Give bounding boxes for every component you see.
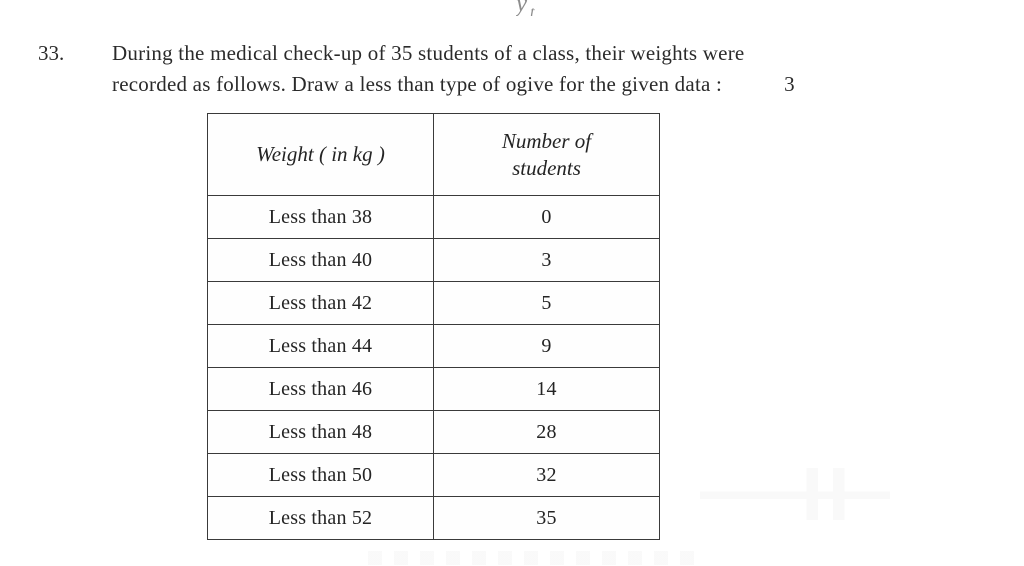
table-row [208, 454, 660, 497]
frequency-table-container [207, 113, 660, 540]
cell-students: 0 [434, 196, 660, 239]
column-header-students-line-1: Number of [501, 128, 592, 153]
table-header-row [208, 114, 660, 196]
cell-weight: Less than 44 [208, 325, 434, 368]
cell-weight: Less than 38 [208, 196, 434, 239]
cell-students: 3 [434, 239, 660, 282]
frequency-table [207, 113, 660, 540]
column-header-students [434, 114, 660, 196]
question-number: 33. [38, 41, 65, 65]
table-row [208, 325, 660, 368]
cell-students: 35 [434, 497, 660, 540]
cell-students: 9 [434, 325, 660, 368]
scan-watermark-bottom [368, 551, 698, 565]
question-block [38, 38, 1006, 100]
cell-students: 5 [434, 282, 660, 325]
table-row [208, 497, 660, 540]
table-header [208, 114, 660, 196]
cell-weight: Less than 52 [208, 497, 434, 540]
question-marks: 3 [784, 72, 795, 96]
table-row [208, 239, 660, 282]
cell-weight: Less than 50 [208, 454, 434, 497]
cell-weight: Less than 40 [208, 239, 434, 282]
cell-students: 28 [434, 411, 660, 454]
cell-students: 32 [434, 454, 660, 497]
table-row [208, 282, 660, 325]
question-text [112, 38, 1006, 100]
question-line-2: recorded as follows. Draw a less than type of ogive for the given data : [112, 72, 723, 96]
cell-weight: Less than 48 [208, 411, 434, 454]
cell-students: 14 [434, 368, 660, 411]
table-row [208, 196, 660, 239]
question-line-2-row [112, 69, 1006, 100]
table-row [208, 411, 660, 454]
table-body [208, 196, 660, 540]
question-row [38, 38, 1006, 100]
question-line-1: During the medical check-up of 35 students of a class, their weights were [112, 41, 745, 65]
top-cutoff-formula-fragment [516, 0, 696, 16]
formula-subscript: t [530, 4, 538, 16]
column-header-weight: Weight ( in kg ) [208, 114, 434, 196]
cell-weight: Less than 46 [208, 368, 434, 411]
cell-weight: Less than 42 [208, 282, 434, 325]
scan-watermark [700, 468, 890, 520]
column-header-students-line-2: students [512, 155, 581, 180]
table-row [208, 368, 660, 411]
formula-variable: y [516, 0, 531, 16]
